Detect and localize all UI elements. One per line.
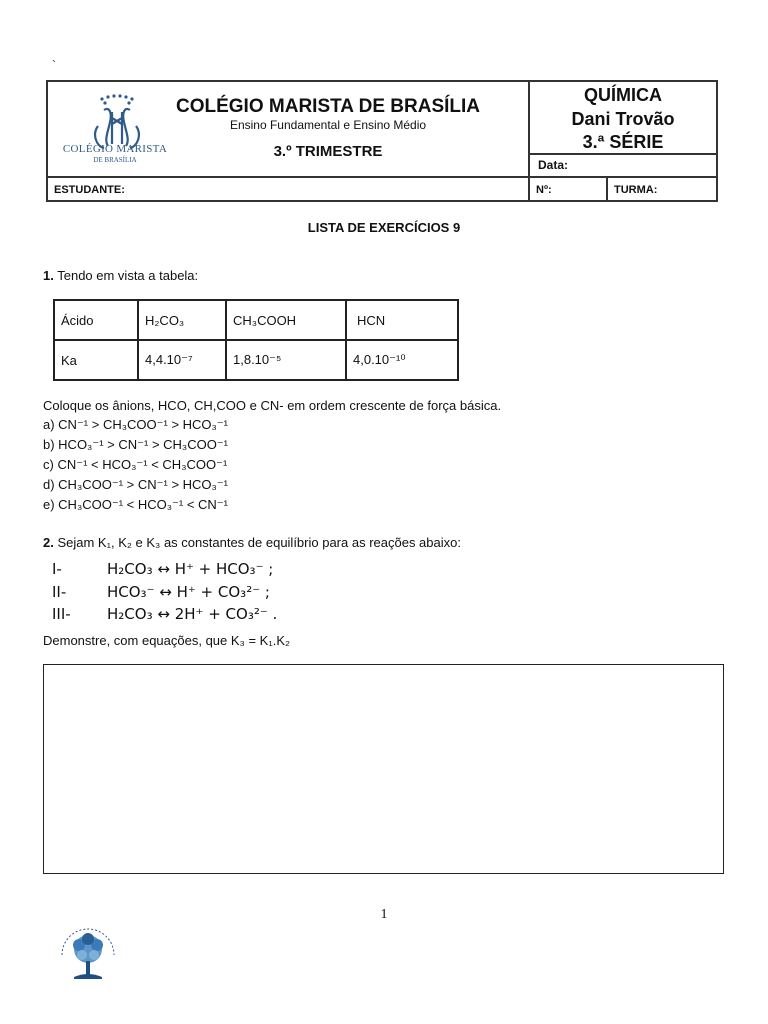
- term-label: 3.º TRIMESTRE: [273, 143, 383, 160]
- option-e[interactable]: e) CH₃COO⁻¹ < HCO₃⁻¹ < CN⁻¹: [43, 497, 229, 512]
- logo-text: COLÉGIO MARISTA: [62, 143, 168, 155]
- school-levels: Ensino Fundamental e Ensino Médio: [229, 118, 427, 132]
- q1-prompt-text: Tendo em vista a tabela:: [57, 268, 199, 283]
- reaction-label: I-: [52, 560, 62, 578]
- reaction-label: II-: [52, 582, 67, 601]
- header-divider-turma: [606, 176, 608, 202]
- table-cell: 1,8.10⁻⁵: [226, 340, 346, 380]
- option-a[interactable]: a) CN⁻¹ > CH₃COO⁻¹ > HCO₃⁻¹: [43, 417, 229, 432]
- page-title: LISTA DE EXERCÍCIOS 9: [307, 220, 461, 235]
- tree-seal-icon: [52, 925, 124, 985]
- school-name: COLÉGIO MARISTA DE BRASÍLIA: [176, 96, 480, 117]
- q1-number: 1.: [43, 268, 54, 283]
- option-d[interactable]: d) CH₃COO⁻¹ > CN⁻¹ > HCO₃⁻¹: [43, 477, 229, 492]
- table-row: [54, 300, 458, 340]
- option-b[interactable]: b) HCO₃⁻¹ > CN⁻¹ > CH₃COO⁻¹: [43, 437, 229, 452]
- table-cell: CH₃COOH: [226, 300, 346, 340]
- table-cell: HCN: [346, 300, 458, 340]
- q2-number: 2.: [43, 535, 54, 550]
- q2-instruction: Demonstre, com equações, que K₃ = K₁.K₂: [43, 633, 291, 648]
- stray-mark: `: [52, 58, 56, 72]
- reaction-label: III-: [52, 605, 71, 623]
- option-c[interactable]: c) CN⁻¹ < HCO₃⁻¹ < CH₃COO⁻¹: [43, 457, 228, 472]
- table-cell: 4,4.10⁻⁷: [138, 340, 226, 380]
- q1-prompt: [43, 268, 198, 283]
- date-label: Data:: [538, 158, 569, 172]
- table-row: [54, 340, 458, 380]
- student-label: ESTUDANTE:: [54, 184, 125, 196]
- q1-instruction: Coloque os ânions, HCO, CH,COO e CN- em ordem crescente de força básica.: [43, 398, 502, 413]
- table-cell: H₂CO₃: [138, 300, 226, 340]
- reaction-equation: HCO₃⁻ ↔ H⁺ + CO₃²⁻ ;: [107, 582, 270, 601]
- table-cell: Ácido: [54, 300, 138, 340]
- reaction-equation: H₂CO₃ ↔ H⁺ + HCO₃⁻ ;: [107, 560, 274, 578]
- acid-table: [53, 299, 459, 381]
- header-divider-bottom: [48, 176, 716, 178]
- subject-title: QUÍMICA: [584, 85, 662, 105]
- table-cell: Ka: [54, 340, 138, 380]
- teacher-name: Dani Trovão: [571, 109, 675, 129]
- answer-box[interactable]: [43, 664, 724, 874]
- reaction-equation: H₂CO₃ ↔ 2H⁺ + CO₃²⁻ .: [107, 605, 278, 623]
- grade-label: 3.ª SÉRIE: [582, 132, 664, 152]
- q2-prompt: [43, 535, 461, 550]
- class-label: TURMA:: [614, 184, 658, 196]
- q1-options: [43, 415, 228, 515]
- page-number: 1: [380, 907, 388, 922]
- number-label: Nº:: [536, 184, 552, 196]
- table-cell: 4,0.10⁻¹⁰: [346, 340, 458, 380]
- footer-seal: [52, 925, 124, 985]
- q2-prompt-text: Sejam K₁, K₂ e K₃ as constantes de equilíbrio para as reações abaixo:: [57, 535, 461, 550]
- logo-subtext: DE BRASÍLIA: [93, 156, 137, 164]
- header-box: [46, 80, 718, 202]
